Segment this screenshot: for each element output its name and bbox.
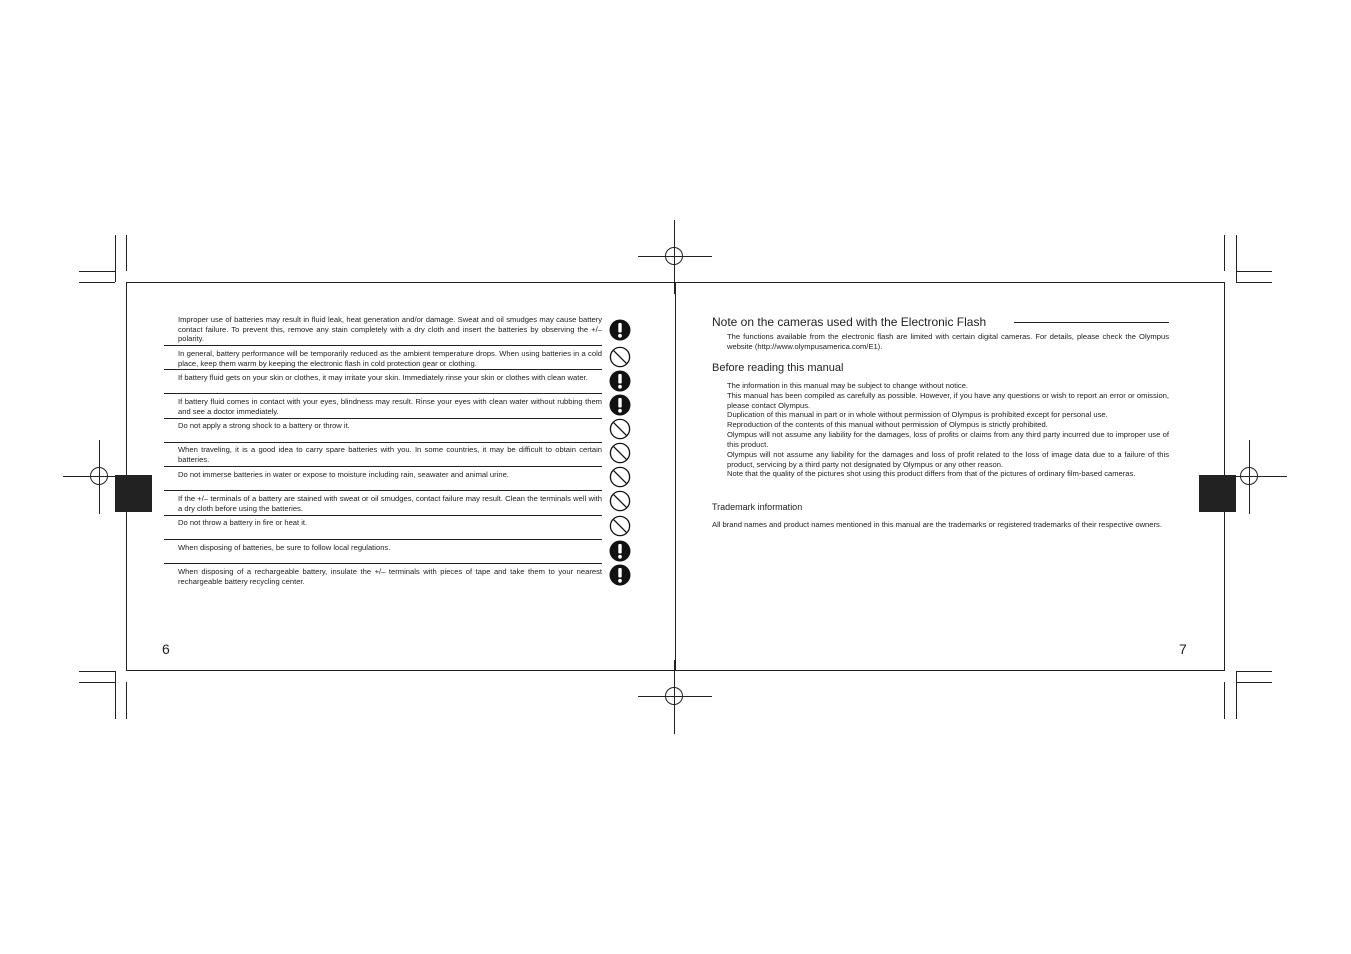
crop-mark	[79, 671, 115, 672]
warning-text: Do not immerse batteries in water or expose to moisture including rain, seawater and animal urine.	[178, 470, 509, 479]
before-item: Reproduction of the contents of this manual without permission of Olympus is strictly prohibited.	[727, 420, 1048, 429]
crop-mark	[115, 235, 116, 271]
crop-mark	[1236, 682, 1272, 683]
before-item: Olympus will not assume any liability for the damages, loss of profits or claims from any third party incurred due to improper use of this product.	[727, 430, 1169, 449]
divider	[164, 345, 602, 346]
prohibited-icon	[609, 466, 631, 488]
before-item: Olympus will not assume any liability for the damages and loss of profit related to the loss of image data due to a failure of this product, servicing by a third party not designated by Olympus or any other reason.	[727, 450, 1169, 469]
registration-mark-bottom	[638, 660, 712, 734]
divider	[164, 442, 602, 443]
before-item: The information in this manual may be subject to change without notice.	[727, 381, 969, 390]
warning-text: In general, battery performance will be temporarily reduced as the ambient temperature drops. When using batteries in a cold place, keep them warm by keeping the electronic flash in cold protection gear or clothing.	[178, 349, 602, 368]
prohibited-icon	[609, 490, 631, 512]
warning-text: When disposing of batteries, be sure to follow local regulations.	[178, 543, 391, 552]
warning-text: When traveling, it is a good idea to carry spare batteries with you. In some countries, it may be difficult to obtain certain batteries.	[178, 445, 602, 464]
crop-mark	[1236, 235, 1237, 271]
thumb-tab-right	[1199, 475, 1236, 512]
note-text: The functions available from the electronic flash are limited with certain digital cameras. For details, please check the Olympus website (http://www.olympusamerica.com/E1).	[727, 332, 1169, 351]
prohibited-icon	[609, 418, 631, 440]
crop-mark	[1236, 282, 1272, 283]
trademark-heading: Trademark information	[712, 502, 803, 512]
warning-text: If the +/– terminals of a battery are stained with sweat or oil smudges, contact failure may result. Clean the terminals well with a dry cloth before using the batteries.	[178, 494, 602, 513]
mandatory-icon	[609, 564, 631, 586]
crop-mark	[1236, 271, 1272, 272]
before-reading-heading: Before reading this manual	[712, 362, 844, 374]
heading-rule	[1014, 322, 1169, 323]
warning-text: If battery fluid comes in contact with your eyes, blindness may result. Rinse your eyes with clean water without rubbing them and see a doctor immediately.	[178, 397, 602, 416]
divider	[164, 563, 602, 564]
crop-mark	[79, 282, 115, 283]
prohibited-icon	[609, 515, 631, 537]
divider	[164, 466, 602, 467]
before-item: Note that the quality of the pictures shot using this product differs from that of the pictures of ordinary film-based cameras.	[727, 469, 1136, 478]
prohibited-icon	[609, 346, 631, 368]
divider	[164, 539, 602, 540]
mandatory-icon	[609, 319, 631, 341]
thumb-tab-left	[115, 475, 152, 512]
mandatory-icon	[609, 540, 631, 562]
crop-mark	[1236, 671, 1237, 719]
crop-mark	[115, 271, 116, 282]
warning-text: When disposing of a rechargeable battery, insulate the +/– terminals with pieces of tape and take them to your nearest rechargeable battery recycling center.	[178, 567, 602, 586]
divider	[164, 369, 602, 370]
crop-mark	[115, 671, 116, 719]
crop-mark	[126, 682, 127, 719]
warning-text: Do not throw a battery in fire or heat it.	[178, 518, 308, 527]
divider	[164, 490, 602, 491]
mandatory-icon	[609, 370, 631, 392]
crop-mark	[1224, 235, 1225, 271]
warning-text: If battery fluid gets on your skin or clothes, it may irritate your skin. Immediately rinse your skin or clothes with clean water.	[178, 373, 588, 382]
page-number-right: 7	[1179, 641, 1187, 657]
page-number-left: 6	[162, 641, 170, 657]
divider	[164, 393, 602, 394]
crop-mark	[1236, 671, 1272, 672]
registration-mark-top	[638, 220, 712, 294]
note-heading: Note on the cameras used with the Electronic Flash	[712, 315, 987, 329]
prohibited-icon	[609, 442, 631, 464]
crop-mark	[79, 682, 115, 683]
before-item: Duplication of this manual in part or in whole without permission of Olympus is prohibited except for personal use.	[727, 410, 1108, 419]
trademark-text: All brand names and product names mentioned in this manual are the trademarks or registered trademarks of their respective owners.	[712, 520, 1162, 529]
divider	[164, 515, 602, 516]
crop-mark	[1236, 271, 1237, 282]
crop-mark	[126, 235, 127, 271]
warning-text: Improper use of batteries may result in fluid leak, heat generation and/or damage. Sweat and oil smudges may cause battery contact failure. To prevent this, remove any stain completely with a dry cloth and insert the batteries by observing the +/– polarity.	[178, 315, 602, 344]
before-item: This manual has been compiled as carefully as possible. However, if you have any questions or wish to report an error or omission, please contact Olympus.	[727, 391, 1169, 410]
mandatory-icon	[609, 394, 631, 416]
divider	[164, 418, 602, 419]
warning-text: Do not apply a strong shock to a battery or throw it.	[178, 421, 350, 430]
crop-mark	[1224, 682, 1225, 719]
crop-mark	[79, 271, 115, 272]
